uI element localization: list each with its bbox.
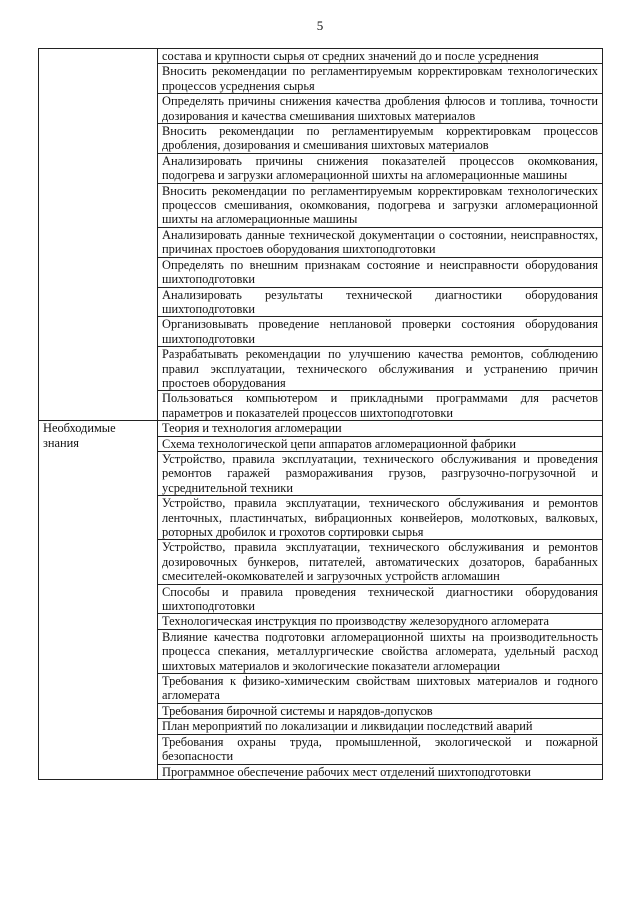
- skill-item: Анализировать данные технической документации о состоянии, неисправностях, причинах простоев оборудования шихтоподготовки: [158, 227, 603, 257]
- skill-item: Анализировать результаты технической диагностики оборудования шихтоподготовки: [158, 287, 603, 317]
- knowledge-item: Устройство, правила эксплуатации, технического обслуживания и проведения ремонтов гаражей размораживания грузов, разгрузочно-погрузочной и усреднительной техники: [158, 451, 603, 495]
- knowledge-item: План мероприятий по локализации и ликвидации последствий аварий: [158, 719, 603, 734]
- page-number: 5: [316, 18, 324, 33]
- skill-item: Анализировать причины снижения показателей процессов окомкования, подогрева и загрузки агломерационной шихты на агломерационные машины: [158, 153, 603, 183]
- knowledge-label-line1: Необходимые: [43, 421, 116, 436]
- knowledge-item: Программное обеспечение рабочих мест отделений шихтоподготовки: [158, 764, 603, 779]
- skill-item: Организовывать проведение неплановой проверки состояния оборудования шихтоподготовки: [158, 317, 603, 347]
- table-row: [39, 421, 603, 436]
- knowledge-item: Требования охраны труда, промышленной, экологической и пожарной безопасности: [158, 734, 603, 764]
- knowledge-label-cell: [39, 421, 158, 780]
- knowledge-item: Устройство, правила эксплуатации, технического обслуживания и ремонтов ленточных, пластинчатых, вибрационных конвейеров, молотковых, валковых, роторных дробилок и грохотов сортировки сырья: [158, 496, 603, 540]
- skill-item: Определять причины снижения качества дробления флюсов и топлива, точности дозирования и качества смешивания шихтовых материалов: [158, 94, 603, 124]
- skills-label-cell: [39, 49, 158, 421]
- table-row: [39, 49, 603, 64]
- knowledge-item: Устройство, правила эксплуатации, технического обслуживания и ремонтов дозировочных бункеров, питателей, автоматических дозаторов, барабанных смесителей-окомкователей и загрузочных устройств агломашин: [158, 540, 603, 584]
- knowledge-item: Технологическая инструкция по производству железорудного агломерата: [158, 614, 603, 629]
- skill-item: Определять по внешним признакам состояние и неисправности оборудования шихтоподготовки: [158, 257, 603, 287]
- knowledge-item: Требования к физико-химическим свойствам шихтовых материалов и годного агломерата: [158, 674, 603, 704]
- competency-table: [38, 48, 603, 780]
- skill-item: Вносить рекомендации по регламентируемым корректировкам процессов дробления, дозирования и смешивания шихтовых материалов: [158, 124, 603, 154]
- skill-item: Вносить рекомендации по регламентируемым корректировкам технологических процессов усреднения сырья: [158, 64, 603, 94]
- knowledge-item: Влияние качества подготовки агломерационной шихты на производительность процесса спекания, металлургические свойства агломерата, удельный расход шихтовых материалов и экологические показатели агломерации: [158, 629, 603, 673]
- knowledge-label-line2: знания: [43, 435, 79, 450]
- knowledge-item: Схема технологической цепи аппаратов агломерационной фабрики: [158, 436, 603, 451]
- skill-item: Вносить рекомендации по регламентируемым корректировкам технологических процессов смешивания, окомкования, подогрева и загрузки агломерационной шихты на агломерационные машины: [158, 183, 603, 227]
- skill-item: Разрабатывать рекомендации по улучшению качества ремонтов, соблюдению правил эксплуатации, технического обслуживания и устранению причин простоев оборудования: [158, 347, 603, 391]
- knowledge-item: Теория и технология агломерации: [158, 421, 603, 436]
- knowledge-item: Способы и правила проведения технической диагностики оборудования шихтоподготовки: [158, 584, 603, 614]
- knowledge-item: Требования бирочной системы и нарядов-допусков: [158, 703, 603, 718]
- skill-item: состава и крупности сырья от средних значений до и после усреднения: [158, 49, 603, 64]
- skill-item: Пользоваться компьютером и прикладными программами для расчетов параметров и показателей процессов шихтоподготовки: [158, 391, 603, 421]
